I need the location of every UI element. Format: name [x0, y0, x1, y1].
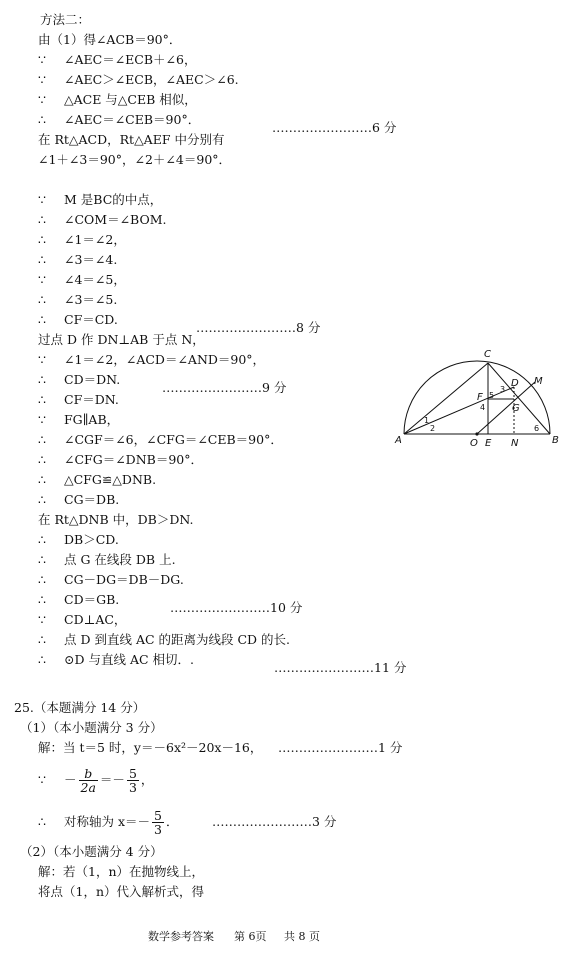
proof-line: [38, 152, 231, 168]
label-n: N: [511, 438, 519, 449]
center-point: [475, 432, 478, 435]
proof-line: [38, 332, 205, 348]
proof-line-text: 点 G 在线段 DB 上.: [64, 552, 176, 567]
q25-vertex-line: [38, 764, 153, 796]
label-d: D: [511, 378, 519, 389]
proof-line: [38, 612, 126, 628]
segment-om: [477, 382, 535, 434]
because-symbol: ∵: [38, 72, 46, 87]
proof-line: [38, 552, 176, 568]
proof-line-text: ∠1＋∠3＝90°，∠2＋∠4＝90°．: [38, 152, 232, 167]
label-f: F: [477, 392, 483, 403]
frac2-denominator: 3: [128, 780, 137, 795]
proof-line: [38, 392, 119, 408]
therefore-symbol: ∴: [38, 652, 46, 667]
therefore-symbol: ∴: [38, 472, 46, 487]
angle-3: 3: [500, 385, 506, 394]
because-symbol: ∵: [38, 92, 46, 107]
therefore-symbol: ∴: [38, 572, 46, 587]
proof-line: [38, 292, 117, 308]
therefore-symbol: ∴: [38, 432, 46, 447]
proof-line-text: 由（1）得∠ACB＝90°．: [38, 32, 182, 47]
axis-tail: ．: [165, 814, 179, 829]
therefore-symbol: ∴: [38, 392, 46, 407]
axis-text: 对称轴为 x＝－: [64, 814, 151, 829]
proof-line-text: CF＝CD.: [64, 312, 118, 327]
proof-line-text: ∠1＝∠2，: [64, 232, 126, 247]
proof-line: [38, 252, 117, 268]
q25-heading: 25.（本题满分 14 分）: [14, 700, 146, 715]
footer-total: 共 8 页: [284, 930, 320, 943]
proof-line: [38, 532, 119, 548]
proof-line-text: 过点 D 作 DN⊥AB 于点 N，: [38, 332, 205, 347]
proof-line-text: ∠3＝∠5.: [64, 292, 118, 307]
proof-line-text: 在 Rt△ACD，Rt△AEF 中分别有: [38, 132, 225, 147]
proof-line-text: ⊙D 与直线 AC 相切．.: [64, 652, 194, 667]
proof-line: [38, 192, 162, 208]
proof-line: [38, 92, 197, 108]
q25-part1-line1: 解：当 t＝5 时，y＝－6x²－20x－16，: [38, 740, 263, 755]
proof-line: [38, 72, 239, 88]
proof-line: [38, 512, 193, 528]
because-symbol: ∵: [38, 192, 46, 207]
proof-line: [38, 52, 196, 68]
axis-numerator: 5: [154, 808, 162, 823]
proof-line-text: ∠3＝∠4.: [64, 252, 118, 267]
proof-line: [38, 32, 181, 48]
score-6: ……………………6 分: [272, 120, 397, 135]
because-symbol: ∵: [38, 772, 46, 787]
proof-line-text: ∠4＝∠5，: [64, 272, 126, 287]
fraction-axis: [152, 809, 164, 836]
therefore-symbol: ∴: [38, 532, 46, 547]
proof-line: [38, 212, 167, 228]
because-symbol: ∵: [38, 352, 46, 367]
proof-line: [38, 592, 119, 608]
proof-line: [38, 652, 194, 668]
proof-line-text: FG∥AB，: [64, 412, 120, 427]
q25-part2-heading: （2）（本小题满分 4 分）: [20, 844, 163, 859]
proof-line-text: ∠AEC＞∠ECB，∠AEC＞∠6.: [64, 72, 239, 87]
proof-line: [38, 232, 126, 248]
proof-line-text: CD＝DN.: [64, 372, 121, 387]
score-9: ……………………9 分: [162, 380, 287, 395]
label-c: C: [484, 349, 491, 360]
proof-line-text: CG－DG＝DB－DG.: [64, 572, 184, 587]
segment-ad: [404, 387, 514, 434]
because-symbol: ∵: [38, 272, 46, 287]
fraction-b-over-2a: [79, 767, 98, 794]
proof-line: [38, 312, 118, 328]
therefore-symbol: ∴: [38, 232, 46, 247]
frac-equals: ＝－: [99, 772, 125, 787]
proof-line-text: CD⊥AC，: [64, 612, 127, 627]
frac1-numerator: b: [79, 767, 98, 781]
method-heading: 方法二：: [40, 12, 91, 27]
proof-line: [38, 112, 200, 128]
segment-ac: [404, 363, 488, 434]
proof-line-text: CG＝DB.: [64, 492, 120, 507]
proof-line-text: 在 Rt△DNB 中，DB＞DN.: [38, 512, 194, 527]
label-b: B: [552, 435, 559, 446]
q25-part2-line2: 将点（1，n）代入解析式，得: [38, 884, 205, 899]
therefore-symbol: ∴: [38, 492, 46, 507]
angle-4: 4: [480, 403, 486, 412]
therefore-symbol: ∴: [38, 252, 46, 267]
proof-line-text: △CFG≌△DNB.: [64, 472, 157, 487]
score-11: ……………………11 分: [274, 660, 407, 675]
therefore-symbol: ∴: [38, 552, 46, 567]
therefore-symbol: ∴: [38, 452, 46, 467]
proof-line-text: CF＝DN.: [64, 392, 119, 407]
therefore-symbol: ∴: [38, 312, 46, 327]
proof-line: [38, 632, 290, 648]
proof-line: [38, 572, 184, 588]
angle-6: 6: [534, 424, 540, 433]
because-symbol: ∵: [38, 52, 46, 67]
score-10: ……………………10 分: [170, 600, 303, 615]
frac2-numerator: 5: [128, 766, 137, 781]
proof-line: [38, 452, 203, 468]
proof-line-text: ∠COM＝∠BOM.: [64, 212, 167, 227]
proof-line: [38, 272, 126, 288]
therefore-symbol: ∴: [38, 372, 46, 387]
angle-1: 1: [424, 416, 430, 425]
proof-line: [38, 472, 156, 488]
score-p3: ……………………3 分: [212, 814, 337, 829]
proof-line: [38, 132, 224, 148]
because-symbol: ∵: [38, 612, 46, 627]
therefore-symbol: ∴: [38, 292, 46, 307]
score-p1: ……………………1 分: [278, 740, 403, 755]
proof-line-text: 点 D 到直线 AC 的距离为线段 CD 的长.: [64, 632, 291, 647]
proof-line-text: CD＝GB.: [64, 592, 120, 607]
axis-denominator: 3: [154, 822, 162, 837]
proof-line: [38, 372, 120, 388]
proof-line-text: ∠AEC＝∠ECB＋∠6，: [64, 52, 197, 67]
score-8: ……………………8 分: [196, 320, 321, 335]
q25-axis-line: [38, 806, 179, 838]
frac1-denominator: 2a: [80, 780, 96, 795]
footer-page: 第 6页: [234, 930, 267, 943]
angle-2: 2: [430, 424, 436, 433]
q25-part1-heading: （1）（本小题满分 3 分）: [20, 720, 163, 735]
proof-line-text: DB＞CD.: [64, 532, 119, 547]
label-g: G: [512, 403, 520, 414]
because-symbol: ∵: [38, 412, 46, 427]
therefore-symbol: ∴: [38, 112, 46, 127]
therefore-symbol: ∴: [38, 592, 46, 607]
q25-part2-line1: 解：若（1，n）在抛物线上，: [38, 864, 205, 879]
proof-line-text: M 是BC的中点，: [64, 192, 163, 207]
proof-line: [38, 352, 265, 368]
angle-5: 5: [489, 391, 495, 400]
label-m: M: [534, 376, 543, 387]
label-e: E: [485, 438, 492, 449]
label-a: A: [395, 435, 402, 446]
therefore-symbol: ∴: [38, 632, 46, 647]
proof-line: [38, 432, 283, 448]
therefore-symbol: ∴: [38, 212, 46, 227]
proof-line: [38, 412, 119, 428]
proof-line: [38, 492, 119, 508]
proof-line-text: ∠1＝∠2，∠ACD＝∠AND＝90°，: [64, 352, 266, 367]
frac-tail: ，: [140, 772, 154, 787]
proof-line-text: ∠AEC＝∠CEB＝90°．: [64, 112, 201, 127]
geometry-figure: [392, 342, 562, 450]
proof-line-text: △ACE 与△CEB 相似，: [64, 92, 197, 107]
frac1-sign: －: [64, 772, 77, 787]
fraction-5-over-3: [127, 767, 139, 794]
label-o: O: [470, 438, 478, 449]
proof-line-text: ∠CGF＝∠6，∠CFG＝∠CEB＝90°．: [64, 432, 283, 447]
therefore-symbol: ∴: [38, 814, 46, 829]
footer-subject: 数学参考答案: [148, 930, 214, 943]
proof-line-text: ∠CFG＝∠DNB＝90°．: [64, 452, 203, 467]
